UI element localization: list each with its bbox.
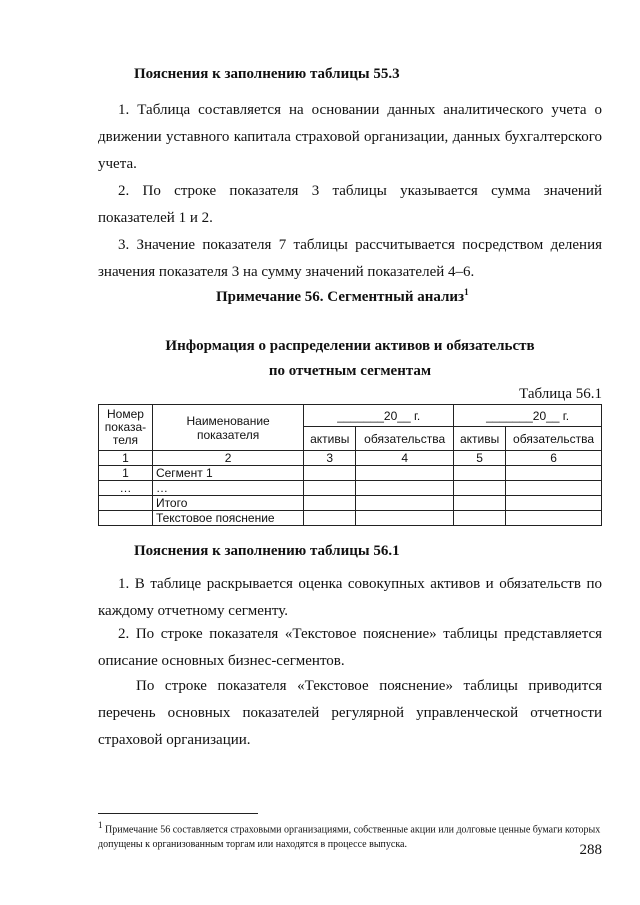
table-row — [99, 511, 602, 526]
segment-table — [98, 404, 602, 526]
table-header-row-1 — [99, 405, 602, 427]
row-number — [99, 496, 153, 511]
header-assets-1: активы — [304, 427, 356, 451]
header-liabilities-2: обязательства — [506, 427, 602, 451]
cell — [454, 511, 506, 526]
cell — [356, 511, 454, 526]
section1-paragraph-3: 3. Значение показателя 7 таблицы рассчитывается посредством деления значения показателя 3 на сумму значений показателей 4–6. — [98, 237, 602, 280]
column-number: 2 — [152, 451, 303, 466]
row-number: … — [99, 481, 153, 496]
header-year-1: _______20__ г. — [304, 405, 454, 427]
column-number: 3 — [304, 451, 356, 466]
section2-paragraph-1: 1. В таблице раскрывается оценка совокупных активов и обязательств по каждому отчетному сегменту. — [98, 576, 602, 619]
footnote-divider — [98, 813, 258, 814]
cell — [356, 496, 454, 511]
header-assets-2: активы — [454, 427, 506, 451]
cell — [304, 496, 356, 511]
cell — [506, 496, 602, 511]
info-title-line2: по отчетным сегментам — [268, 363, 432, 379]
note56-heading-text: Примечание 56. Сегментный анализ — [216, 289, 465, 305]
footnote-mark: 1 — [98, 820, 103, 830]
table-row — [99, 466, 602, 481]
column-number: 6 — [506, 451, 602, 466]
cell — [304, 481, 356, 496]
section1-paragraph-1: 1. Таблица составляется на основании данных аналитического учета о движении уставного капитала страховой организации, данных бухгалтерского учета. — [98, 102, 602, 172]
info-title-line1: Информация о распределении активов и обязательств — [165, 338, 535, 354]
column-number: 4 — [356, 451, 454, 466]
cell — [304, 511, 356, 526]
section2-paragraph-2: 2. По строке показателя «Текстовое пояснение» таблицы представляется описание основных бизнес-сегментов. — [98, 626, 602, 669]
footnote — [98, 818, 602, 852]
cell — [356, 481, 454, 496]
cell — [506, 511, 602, 526]
page-number: 288 — [579, 842, 602, 858]
row-name: Сегмент 1 — [152, 466, 303, 481]
row-name: Итого — [152, 496, 303, 511]
note56-heading — [216, 287, 469, 306]
section1-heading: Пояснения к заполнению таблицы 55.3 — [134, 66, 400, 82]
column-number: 5 — [454, 451, 506, 466]
section2-heading: Пояснения к заполнению таблицы 56.1 — [134, 543, 400, 559]
row-number — [99, 511, 153, 526]
header-liabilities-1: обязательства — [356, 427, 454, 451]
cell — [454, 481, 506, 496]
table-caption: Таблица 56.1 — [519, 386, 602, 402]
table-column-numbers — [99, 451, 602, 466]
cell — [454, 466, 506, 481]
table-row — [99, 481, 602, 496]
note56-footnote-mark: 1 — [464, 287, 469, 297]
cell — [356, 466, 454, 481]
row-name: … — [152, 481, 303, 496]
cell — [506, 481, 602, 496]
section1-paragraph-2: 2. По строке показателя 3 таблицы указывается сумма значений показателей 1 и 2. — [98, 183, 602, 226]
header-year-2: _______20__ г. — [454, 405, 602, 427]
column-number: 1 — [99, 451, 153, 466]
row-number: 1 — [99, 466, 153, 481]
cell — [304, 466, 356, 481]
table-row — [99, 496, 602, 511]
cell — [454, 496, 506, 511]
section2-paragraph-3: По строке показателя «Текстовое пояснение» таблицы приводится перечень основных показателей регулярной управленческой отчетности страховой организации. — [98, 678, 602, 748]
header-name: Наименование показателя — [152, 405, 303, 451]
cell — [506, 466, 602, 481]
header-number: Номер показа-теля — [99, 405, 153, 451]
row-name: Текстовое пояснение — [152, 511, 303, 526]
footnote-text: Примечание 56 составляется страховыми организациями, собственные акции или долговые ценные бумаги которых допущены к организованным торгам или находятся в процессе выпуска. — [98, 824, 601, 851]
